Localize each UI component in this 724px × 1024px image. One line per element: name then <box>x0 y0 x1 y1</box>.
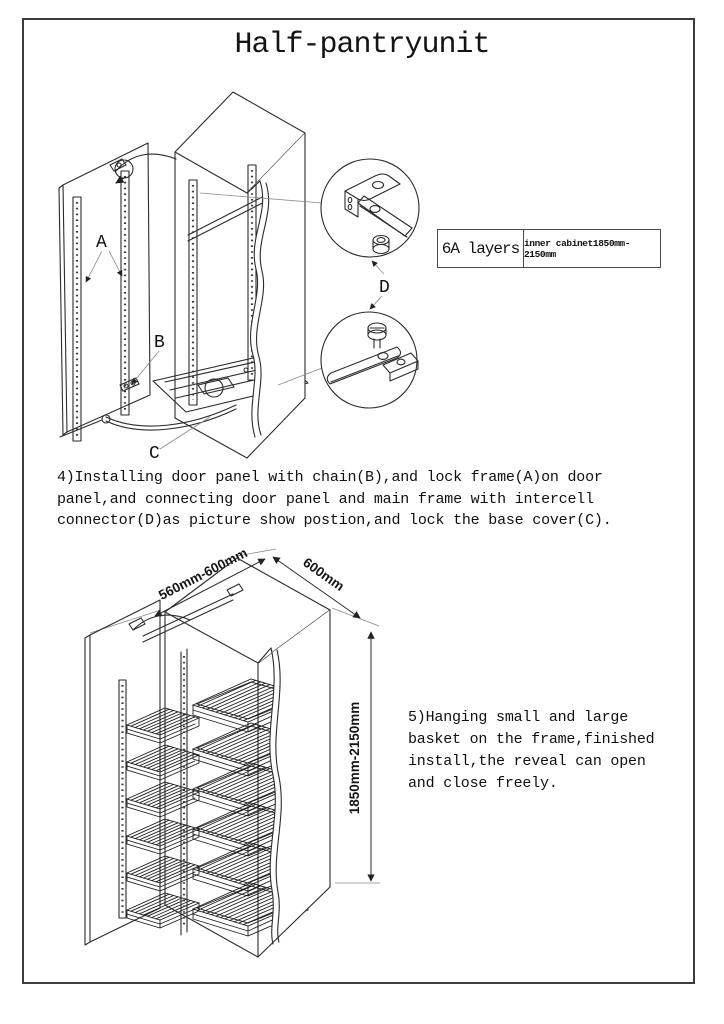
label-b: B <box>154 333 165 353</box>
door-panel <box>59 143 150 441</box>
lock-frame-rail-left <box>73 197 81 441</box>
spec-table <box>437 229 661 268</box>
lock-frame-rail-right <box>121 171 129 415</box>
small-basket <box>127 893 199 928</box>
callout-circle-top <box>321 159 419 257</box>
small-basket <box>127 782 199 817</box>
dim-depth-text: 600mm <box>300 554 347 594</box>
small-basket <box>127 708 199 743</box>
step5-line-4: and close freely. <box>408 775 558 792</box>
step4-line-3: connector(D)as picture show postion,and lock the base cover(C). <box>57 512 612 529</box>
step5-line-1: 5)Hanging small and large <box>408 709 629 726</box>
dim-height-text: 1850mm-2150mm <box>347 701 362 815</box>
step4-line-2: panel,and connecting door panel and main frame with intercell <box>57 490 594 508</box>
side-panel-breakout-2 <box>258 610 330 944</box>
diagram-step5 <box>75 540 405 962</box>
door-top-bracket <box>110 154 176 183</box>
label-d: D <box>379 278 390 298</box>
label-c: C <box>149 444 160 464</box>
door-panel-with-baskets <box>85 600 199 945</box>
diagram-step4 <box>50 85 450 477</box>
chain <box>60 378 236 437</box>
step4-text <box>57 467 637 532</box>
dim-door-width-text: 560mm-600mm <box>156 545 250 603</box>
small-basket <box>127 856 199 891</box>
page-title: Half-pantryunit <box>234 28 490 62</box>
step5-line-2: basket on the frame,finished <box>408 731 655 748</box>
callout-circle-bottom <box>321 312 418 408</box>
small-basket <box>127 745 199 780</box>
small-basket <box>127 819 199 854</box>
step5-line-3: install,the reveal can open <box>408 753 646 770</box>
spec-cabinet-range-cell: inner cabinet1850mm-2150mm <box>524 237 631 260</box>
step4-line-1: 4)Installing door panel with chain(B),and lock frame(A)on door <box>57 469 603 486</box>
step5-text <box>408 707 688 795</box>
spec-layers-cell: 6A layers <box>438 230 524 267</box>
diagram1-labels <box>86 233 390 464</box>
label-a: A <box>96 233 107 253</box>
